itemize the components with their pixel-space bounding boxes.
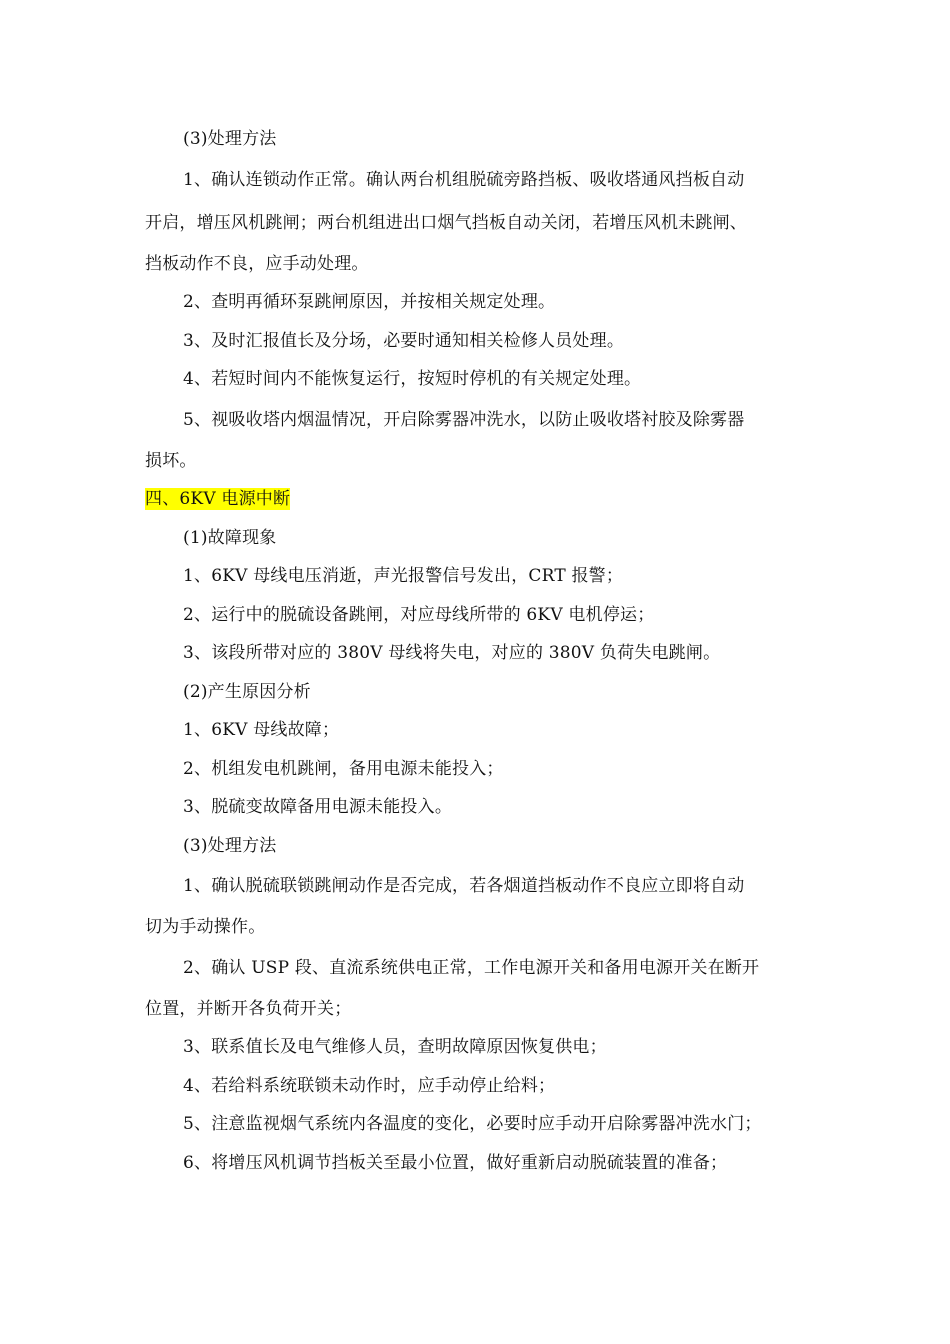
paragraph-line: 1、6KV 母线电压消逝，声光报警信号发出，CRT 报警； — [183, 566, 624, 586]
paragraph-line: 5、注意监视烟气系统内各温度的变化，必要时应手动开启除雾器冲洗水门； — [183, 1114, 762, 1134]
paragraph-line: 3、脱硫变故障备用电源未能投入。 — [183, 797, 453, 817]
paragraph-line: 6、将增压风机调节挡板关至最小位置，做好重新启动脱硫装置的准备； — [183, 1152, 728, 1173]
paragraph-line: 开启，增压风机跳闸；两台机组进出口烟气挡板自动关闭，若增压风机未跳闸、 — [145, 212, 747, 233]
paragraph-line: 1、确认连锁动作正常。确认两台机组脱硫旁路挡板、吸收塔通风挡板自动 — [183, 169, 745, 190]
paragraph-line: 2、查明再循环泵跳闸原因，并按相关规定处理。 — [183, 292, 556, 312]
paragraph-line: 4、若给料系统联锁未动作时，应手动停止给料； — [183, 1075, 556, 1096]
paragraph-line: 挡板动作不良，应手动处理。 — [145, 253, 369, 274]
document-body — [145, 120, 815, 1182]
paragraph-line: 3、该段所带对应的 380V 母线将失电，对应的 380V 负荷失电跳闸。 — [183, 643, 721, 663]
paragraph-line: 5、视吸收塔内烟温情况，开启除雾器冲洗水，以防止吸收塔衬胶及除雾器 — [183, 409, 745, 430]
paragraph-line: 3、联系值长及电气维修人员，查明故障原因恢复供电； — [183, 1037, 607, 1057]
paragraph-line: 2、运行中的脱硫设备跳闸，对应母线所带的 6KV 电机停运； — [183, 604, 655, 625]
paragraph-line: 4、若短时间内不能恢复运行，按短时停机的有关规定处理。 — [183, 369, 642, 389]
paragraph-line: 切为手动操作。 — [145, 917, 266, 937]
section-heading-row — [145, 480, 815, 519]
paragraph-line: 3、及时汇报值长及分场，必要时通知相关检修人员处理。 — [183, 330, 625, 351]
subheading-fault-symptoms: (1)故障现象 — [183, 527, 277, 548]
paragraph-line: 1、确认脱硫联锁跳闸动作是否完成，若各烟道挡板动作不良应立即将自动 — [183, 876, 745, 896]
paragraph-line: 位置，并断开各负荷开关； — [145, 998, 352, 1019]
paragraph-line: 2、机组发电机跳闸，备用电源未能投入； — [183, 758, 504, 779]
paragraph-line: 1、6KV 母线故障； — [183, 720, 340, 740]
subheading-cause-analysis: (2)产生原因分析 — [183, 681, 311, 702]
paragraph-line: 损坏。 — [145, 450, 197, 471]
subheading-handling-method: (3)处理方法 — [183, 835, 277, 856]
paragraph-line: 2、确认 USP 段、直流系统供电正常，工作电源开关和备用电源开关在断开 — [183, 957, 760, 978]
section-heading-6kv-power-outage: 四、6KV 电源中断 — [145, 489, 291, 509]
subheading-handling-method: (3)处理方法 — [183, 129, 277, 149]
